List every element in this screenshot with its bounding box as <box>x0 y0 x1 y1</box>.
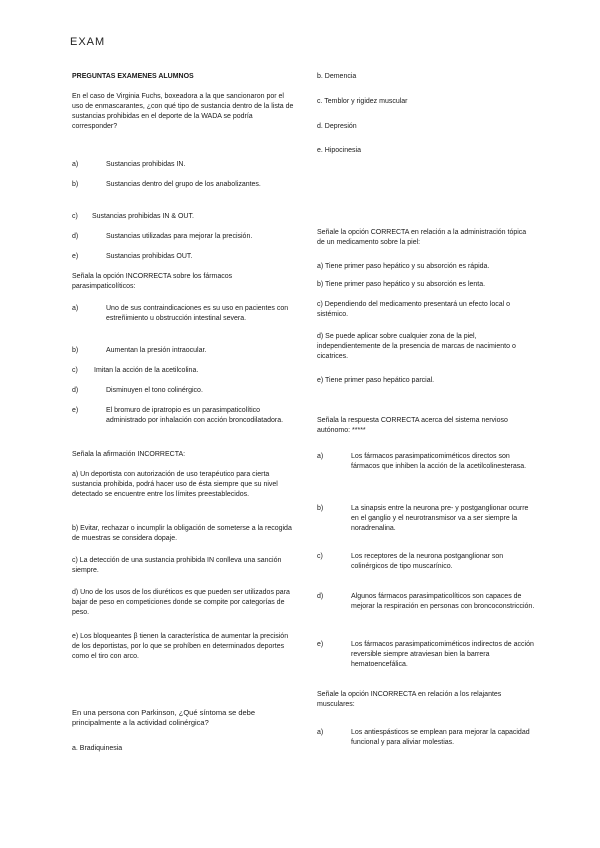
q3-option-d: d) Uno de los usos de los diuréticos es que pueden ser utilizados para bajar de peso en competiciones donde se compite por categorías de peso. <box>72 589 290 616</box>
question-1-text: En el caso de Virginia Fuchs, boxeadora a la que sancionaron por el uso de enmascarantes, ¿con qué tipo de sustancia dentro de la lista de sustancias prohibidas en el deporte de la WADA se podría corresponder? <box>72 93 294 130</box>
q6-option-c: c) Los receptores de la neurona postganglionar son colinérgicos de tipo muscarínico. <box>317 553 504 570</box>
exam-title: EXAM <box>70 36 106 48</box>
q2-option-c: c) Imitan la acción de la acetilcolina. <box>72 367 199 374</box>
q3-option-b: b) Evitar, rechazar o incumplir la obligación de someterse a la recogida de muestras se considera dopaje. <box>72 525 292 542</box>
question-4-text: En una persona con Parkinson, ¿Qué síntoma se debe principalmente a la actividad colinérgica? <box>72 708 256 727</box>
q3-option-e: e) Los bloqueantes β tienen la característica de aumentar la precisión de los deportistas, por lo que se prohíben en determinados deportes como el tiro con arco. <box>72 633 289 660</box>
question-3-text: Señala la afirmación INCORRECTA: <box>72 451 186 458</box>
q4-option-b: b. Demencia <box>317 73 357 80</box>
q5-option-d: d) Se puede aplicar sobre cualquier zona de la piel, independientemente de la presencia de marcas de nacimiento o cicatrices. <box>317 333 516 360</box>
question-5-text: Señale la opción CORRECTA en relación a la administración tópica de un medicamento sobre la piel: <box>317 229 527 246</box>
q2-option-b: b) Aumentan la presión intraocular. <box>72 347 207 354</box>
section-heading: PREGUNTAS EXAMENES ALUMNOS <box>72 73 194 80</box>
q2-option-e: e) El bromuro de ipratropio es un parasimpaticolítico administrado por inhalación con acción broncodilatadora. <box>72 407 284 424</box>
question-6-text: Señala la respuesta CORRECTA acerca del sistema nervioso autónomo: ***** <box>317 417 508 434</box>
q3-option-c: c) La detección de una sustancia prohibida IN conlleva una sanción siempre. <box>72 557 282 574</box>
q5-option-c: c) Dependiendo del medicamento presentará un efecto local o sistémico. <box>317 301 511 318</box>
q2-option-a: a) Uno de sus contraindicaciones es su uso en pacientes con estreñimiento u obstrucción intestinal severa. <box>72 305 289 322</box>
q1-option-c: c) Sustancias prohibidas IN & OUT. <box>72 213 194 220</box>
q4-option-c: c. Temblor y rigidez muscular <box>317 98 408 105</box>
q5-option-a: a) Tiene primer paso hepático y su absorción es rápida. <box>317 263 490 270</box>
q2-option-d: d) Disminuyen el tono colinérgico. <box>72 387 203 394</box>
q1-option-a: a) Sustancias prohibidas IN. <box>72 161 186 168</box>
q7-option-a: a) Los antiespásticos se emplean para mejorar la capacidad funcional y para aliviar molestias. <box>317 729 530 746</box>
q6-option-d: d) Algunos fármacos parasimpaticolíticos son capaces de mejorar la respiración en personas con broncoconstricción. <box>317 593 535 610</box>
q6-option-b: b) La sinapsis entre la neurona pre- y postganglionar ocurre en el ganglio y el neurotransmisor va a ser siempre la noradrenalina. <box>317 505 529 532</box>
q3-option-a: a) Un deportista con autorización de uso terapéutico para cierta sustancia prohibida, podrá hacer uso de ésta siempre que su nivel detectado se encuentre entre los límites preestablecidos. <box>72 471 278 498</box>
q1-option-b: b) Sustancias dentro del grupo de los anabolizantes. <box>72 181 261 188</box>
question-2-text: Señala la opción INCORRECTA sobre los fármacos parasimpaticolíticos: <box>72 273 233 290</box>
question-7-text: Señale la opción INCORRECTA en relación a los relajantes musculares: <box>317 691 502 708</box>
q1-option-e: e) Sustancias prohibidas OUT. <box>72 253 193 260</box>
q4-option-d: d. Depresión <box>317 123 357 130</box>
q6-option-e: e) Los fármacos parasimpaticomiméticos indirectos de acción reversible siempre atraviesan bien la barrera hematoencefálica. <box>317 641 534 668</box>
q5-option-b: b) Tiene primer paso hepático y su absorción es lenta. <box>317 281 486 288</box>
q4-option-a: a. Bradiquinesia <box>72 745 123 752</box>
q6-option-a: a) Los fármacos parasimpaticomiméticos directos son fármacos que inhiben la acción de la acetilcolinesterasa. <box>317 453 527 470</box>
q5-option-e: e) Tiene primer paso hepático parcial. <box>317 377 435 384</box>
q1-option-d: d) Sustancias utilizadas para mejorar la precisión. <box>72 233 253 240</box>
q4-option-e: e. Hipocinesia <box>317 147 361 154</box>
